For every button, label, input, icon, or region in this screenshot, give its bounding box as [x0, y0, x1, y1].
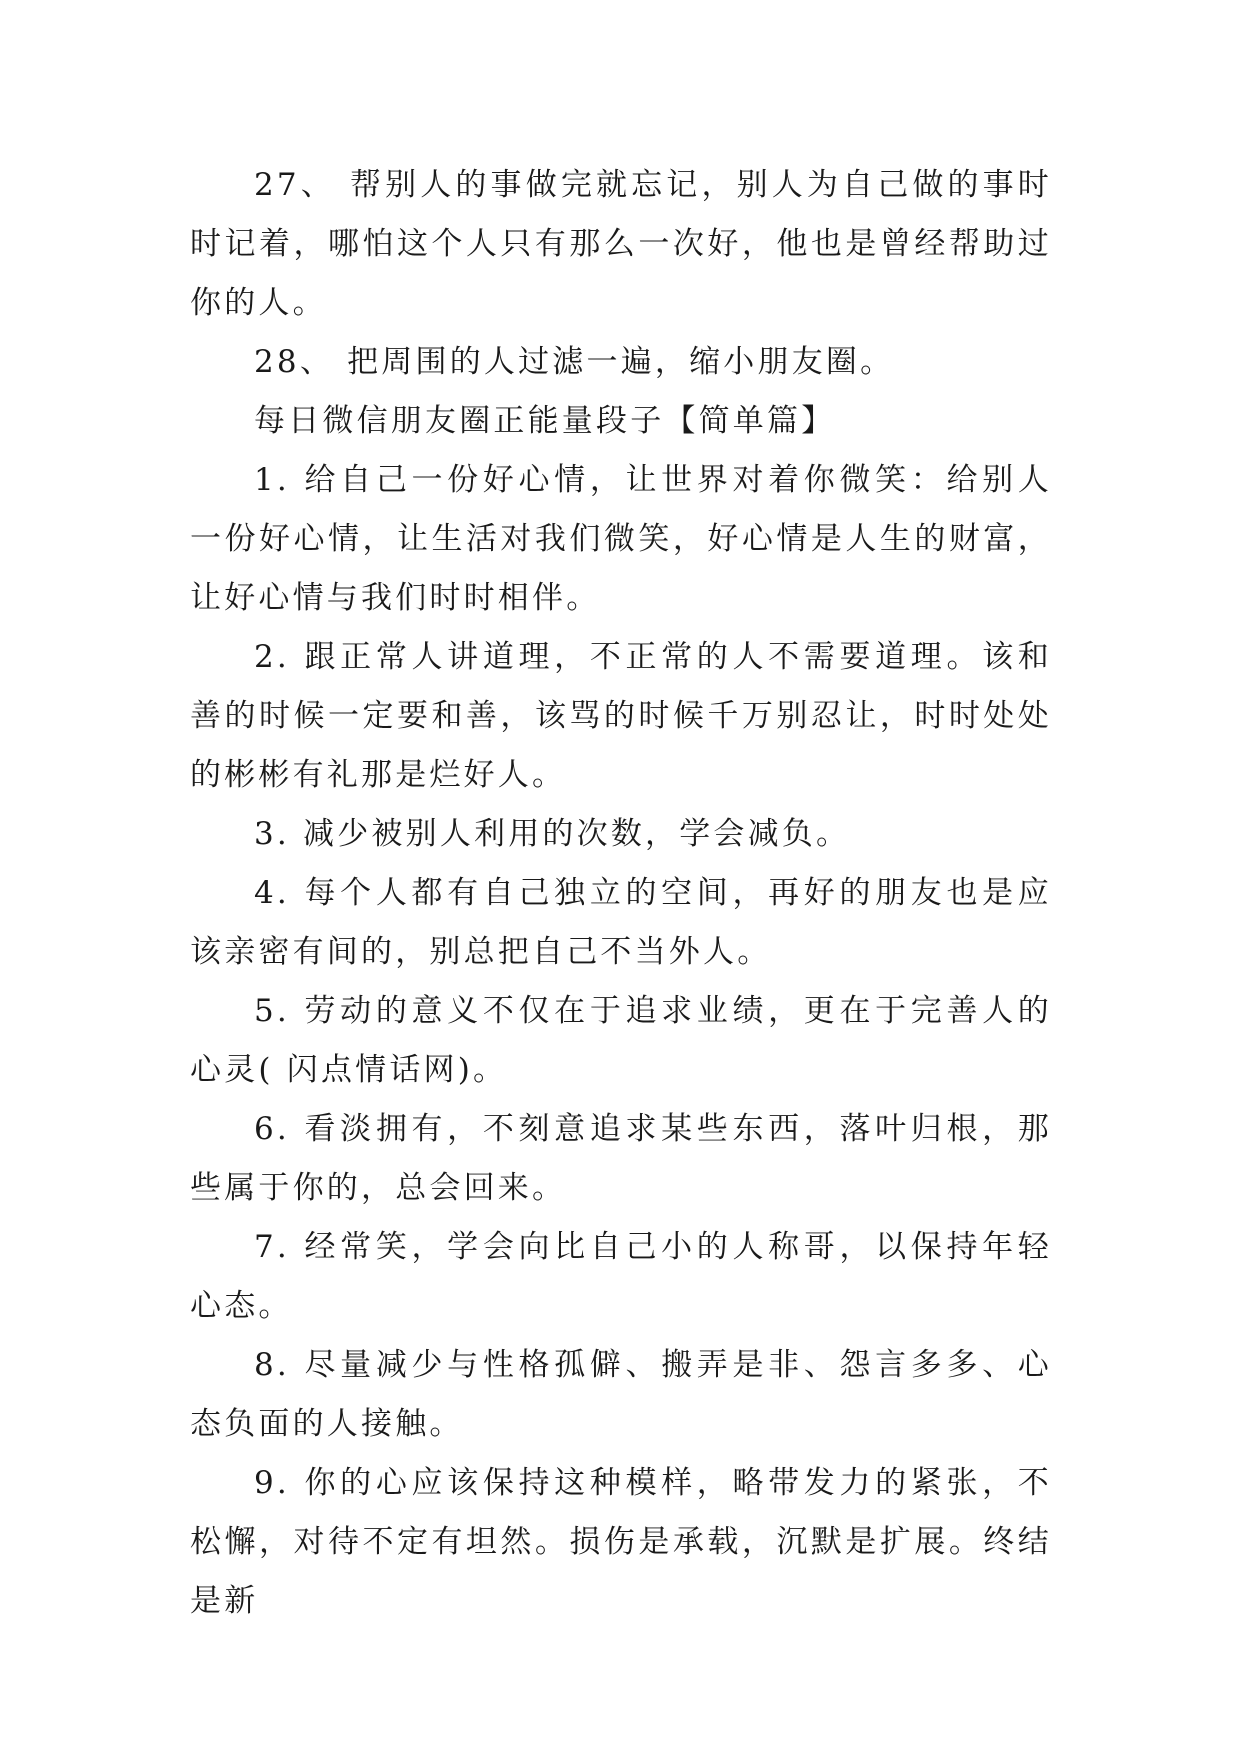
- paragraph-8: 8. 尽量减少与性格孤僻、搬弄是非、怨言多多、心态负面的人接触。: [190, 1347, 1052, 1442]
- paragraph-3: 3. 减少被别人利用的次数，学会减负。: [254, 816, 851, 852]
- paragraph-5: 5. 劳动的意义不仅在于追求业绩，更在于完善人的心灵( 闪点情话网)。: [190, 993, 1052, 1088]
- paragraph-27: 27、 帮别人的事做完就忘记，别人为自己做的事时时记着，哪怕这个人只有那么一次好，他也是曾经帮助过你的人。: [190, 167, 1052, 321]
- paragraph-7: 7. 经常笑，学会向比自己小的人称哥，以保持年轻心态。: [190, 1229, 1052, 1324]
- paragraph-2: 2. 跟正常人讲道理，不正常的人不需要道理。该和善的时候一定要和善，该骂的时候千万别忍让，时时处处的彬彬有礼那是烂好人。: [190, 639, 1052, 793]
- section-heading: 每日微信朋友圈正能量段子【简单篇】: [254, 403, 836, 439]
- paragraph-4: 4. 每个人都有自己独立的空间，再好的朋友也是应该亲密有间的，别总把自己不当外人。: [190, 875, 1052, 970]
- paragraph-9: 9. 你的心应该保持这种模样，略带发力的紧张，不松懈，对待不定有坦然。损伤是承载，沉默是扩展。终结是新: [190, 1465, 1052, 1619]
- paragraph-28: 28、 把周围的人过滤一遍，缩小朋友圈。: [254, 344, 895, 380]
- paragraph-6: 6. 看淡拥有，不刻意追求某些东西，落叶归根，那些属于你的，总会回来。: [190, 1111, 1052, 1206]
- paragraph-1: 1. 给自己一份好心情，让世界对着你微笑：给别人一份好心情，让生活对我们微笑，好心情是人生的财富，让好心情与我们时时相伴。: [190, 462, 1052, 616]
- document-body: [190, 156, 1052, 1631]
